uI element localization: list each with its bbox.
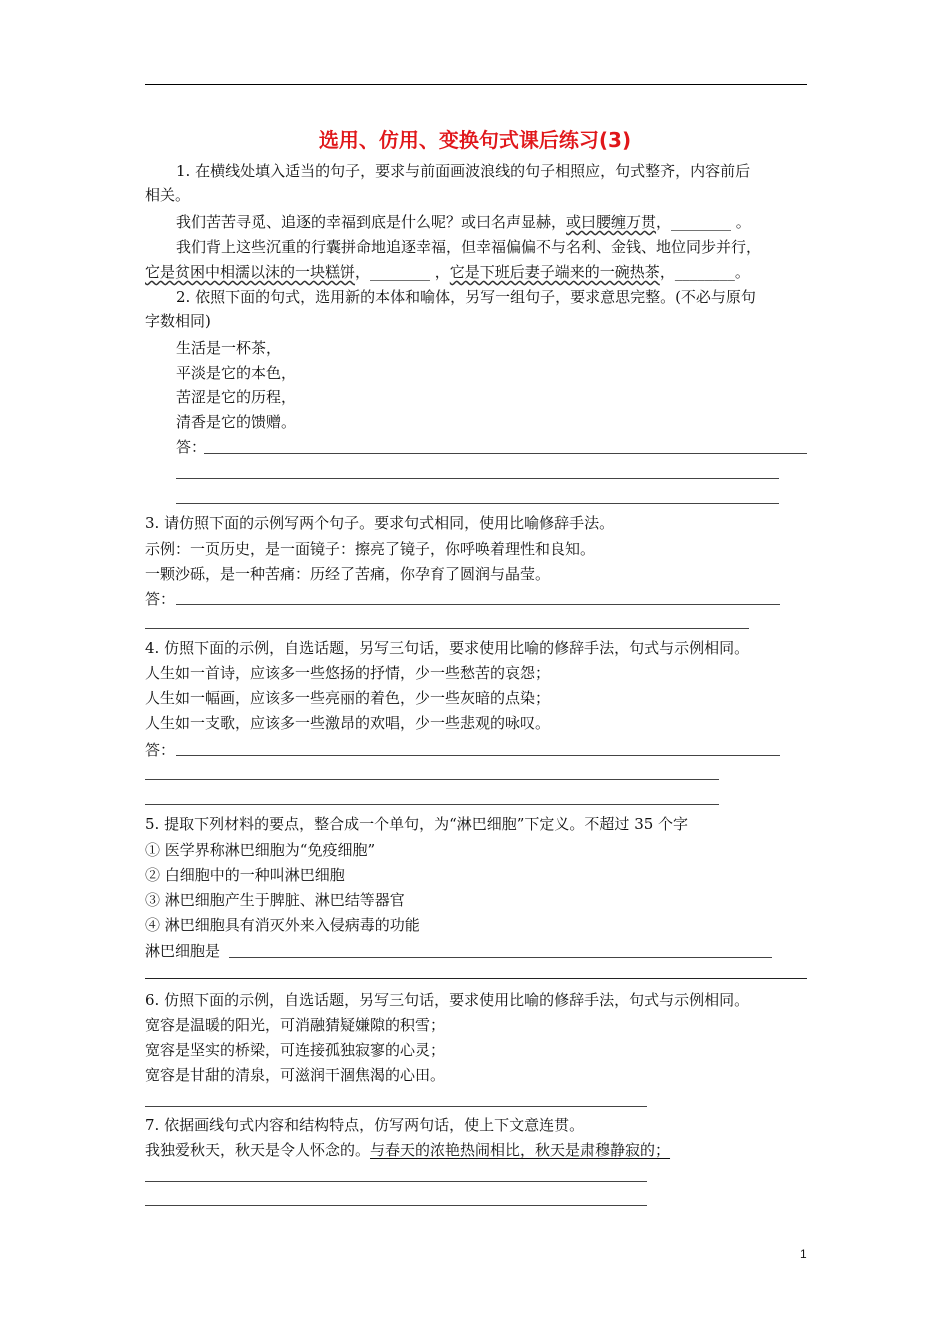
q1-paragraph-2-cont: 它是贫困中相濡以沫的一块糕饼，________ ，它是下班后妻子端来的一碗热茶，________。 (145, 263, 750, 281)
q2-answer-line-3[interactable] (176, 503, 779, 504)
q5-answer-line-2[interactable] (145, 978, 807, 979)
q4-line-3: 人生如一支歌，应该多一些激昂的欢唱，少一些悲观的咏叹。 (145, 714, 551, 732)
q6-instruction: 6. 仿照下面的示例，自选话题，另写三句话，要求使用比喻的修辞手法，句式与示例相同。 (145, 991, 750, 1009)
q5-answer-line-1[interactable] (229, 957, 772, 958)
q5-item-2: ② 白细胞中的一种叫淋巴细胞 (145, 866, 345, 884)
q7-answer-line-2[interactable] (145, 1205, 647, 1206)
q4-answer-line-3[interactable] (145, 804, 719, 805)
q3-answer-line-2[interactable] (145, 628, 749, 629)
q2-answer-line-1[interactable] (204, 453, 807, 454)
q4-answer-line-2[interactable] (145, 779, 719, 780)
page-number: 1 (800, 1247, 807, 1261)
q1-instruction: 1. 在横线处填入适当的句子，要求与前面画波浪线的句子相照应，句式整齐，内容前后 (176, 162, 751, 180)
q2-line-2: 平淡是它的本色， (176, 364, 297, 382)
q5-instruction: 5. 提取下列材料的要点，整合成一个单句，为“淋巴细胞”下定义。不超过 35 个字 (145, 815, 689, 833)
q3-answer-label: 答： (145, 590, 176, 608)
q2-answer-line-2[interactable] (176, 478, 779, 479)
q1-wavy-sentence-3: 它是下班后妻子端来的一碗热茶 (449, 263, 660, 281)
q5-item-3: ③ 淋巴细胞产生于脾脏、淋巴结等器官 (145, 891, 405, 909)
q2-answer-label: 答： (176, 438, 207, 456)
q2-instruction: 2. 依照下面的句式，选用新的本体和喻体，另写一组句子，要求意思完整。(不必与原句 (176, 288, 756, 306)
q3-instruction: 3. 请仿照下面的示例写两个句子。要求句式相同，使用比喻修辞手法。 (145, 514, 615, 532)
q1-paragraph-2: 我们背上这些沉重的行囊拼命地追逐幸福，但幸福偏偏不与名利、金钱、地位同步并行， (176, 238, 762, 256)
q4-line-2: 人生如一幅画，应该多一些亮丽的着色，少一些灰暗的点染； (145, 689, 551, 707)
q7-instruction: 7. 依据画线句式内容和结构特点，仿写两句话，使上下文意连贯。 (145, 1116, 585, 1134)
q6-line-2: 宽容是坚实的桥梁，可连接孤独寂寥的心灵； (145, 1041, 446, 1059)
q2-line-4: 清香是它的馈赠。 (176, 413, 297, 431)
q2-line-3: 苦涩是它的历程， (176, 388, 297, 406)
q7-underlined-sentence: 与春天的浓艳热闹相比，秋天是肃穆静寂的； (370, 1141, 671, 1159)
q5-item-1: ① 医学界称淋巴细胞为“免疫细胞” (145, 841, 376, 859)
q5-answer-label: 淋巴细胞是 (145, 942, 221, 960)
page-title: 选用、仿用、变换句式课后练习(3) (318, 128, 632, 152)
q6-line-3: 宽容是甘甜的清泉，可滋润干涸焦渴的心田。 (145, 1066, 446, 1084)
q2-instruction-cont: 字数相同) (145, 312, 211, 330)
q7-answer-line-1[interactable] (145, 1181, 647, 1182)
q4-instruction: 4. 仿照下面的示例，自选话题，另写三句话，要求使用比喻的修辞手法，句式与示例相同。 (145, 639, 750, 657)
q6-answer-line[interactable] (145, 1106, 647, 1107)
q4-answer-label: 答： (145, 741, 176, 759)
q1-instruction-cont: 相关。 (145, 186, 191, 204)
q1-wavy-sentence: 或曰腰缠万贯 (566, 213, 657, 231)
q7-text: 我独爱秋天，秋天是令人怀念的。与春天的浓艳热闹相比，秋天是肃穆静寂的； (145, 1141, 671, 1159)
q6-line-1: 宽容是温暖的阳光，可消融猜疑嫌隙的积雪； (145, 1016, 446, 1034)
q1-wavy-sentence-2: 它是贫困中相濡以沫的一块糕饼 (145, 263, 356, 281)
q2-line-1: 生活是一杯茶， (176, 339, 282, 357)
q4-answer-line-1[interactable] (176, 755, 780, 756)
q5-item-4: ④ 淋巴细胞具有消灭外来入侵病毒的功能 (145, 916, 420, 934)
q3-example-2: 一颗沙砾，是一种苦痛：历经了苦痛，你孕育了圆润与晶莹。 (145, 565, 551, 583)
q3-answer-line-1[interactable] (176, 604, 780, 605)
header-rule (145, 84, 807, 85)
q1-paragraph-1: 我们苦苦寻觅、追逐的幸福到底是什么呢？或曰名声显赫，或曰腰缠万贯，________ 。 (176, 213, 751, 231)
q3-example-1: 示例：一页历史，是一面镜子：擦亮了镜子，你呼唤着理性和良知。 (145, 540, 596, 558)
q4-line-1: 人生如一首诗，应该多一些悠扬的抒情，少一些愁苦的哀怨； (145, 664, 551, 682)
